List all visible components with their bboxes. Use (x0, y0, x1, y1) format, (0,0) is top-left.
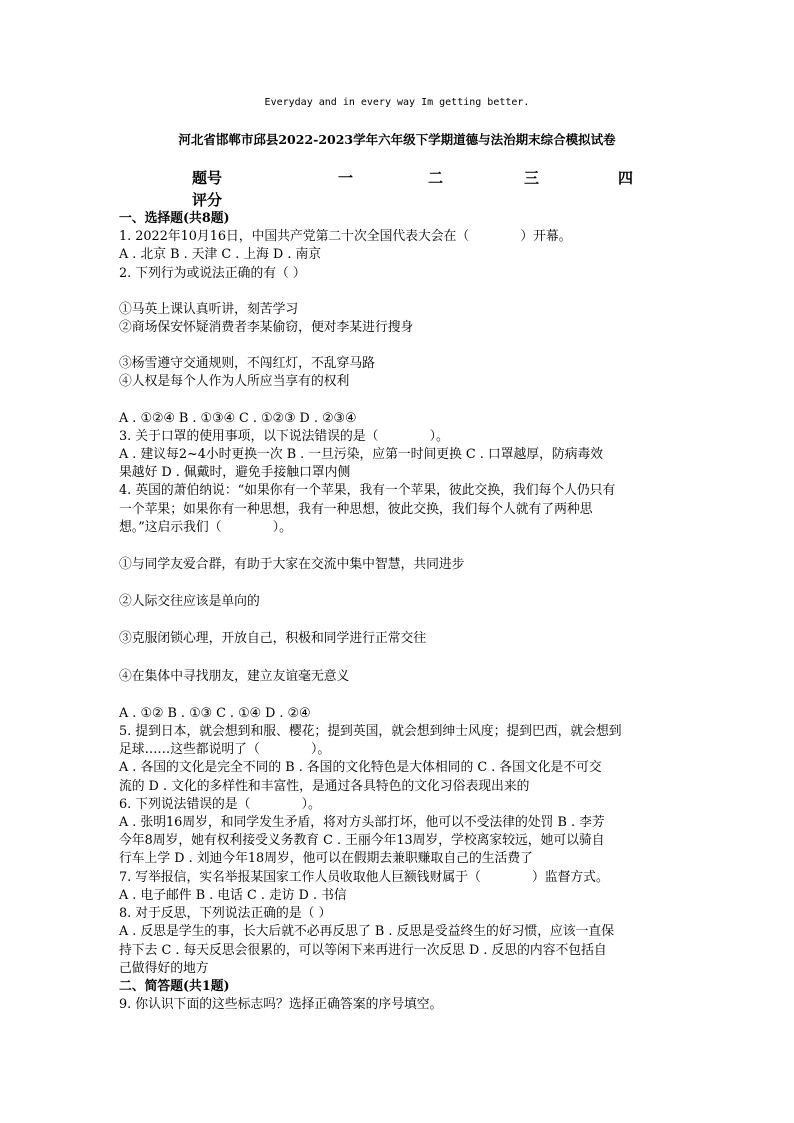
question-4-item: ④在集体中寻找朋友，建立友谊毫无意义 (119, 668, 350, 684)
score-table (192, 167, 642, 211)
score-row-label: 评分 (192, 191, 223, 209)
question-5-options: A . 各国的文化是完全不同的 B . 各国的文化特色是大体相同的 C . 各国文化是不可交 (119, 760, 602, 776)
question-5-options: 流的 D . 文化的多样性和丰富性，是通过各具特色的文化习俗表现出来的 (119, 778, 530, 794)
question-9-stem: 9. 你认识下面的这些标志吗？选择正确答案的序号填空。 (119, 997, 443, 1013)
question-8-options: 己做得好的地方 (119, 960, 209, 976)
question-2-item: ③杨雪遵守交通规则，不闯红灯，不乱穿马路 (119, 356, 375, 372)
question-8-stem: 8. 对于反思，下列说法正确的是（ ） (119, 906, 332, 922)
question-2-item: ①马英上课认真听讲，刻苦学习 (119, 301, 299, 317)
motto-header: Everyday and in every way Im getting better. (264, 97, 530, 108)
question-4-stem: 想。”这启示我们（ ）。 (119, 519, 292, 535)
question-4-item: ②人际交往应该是单向的 (119, 594, 260, 610)
score-col-label: 题号 (192, 169, 223, 187)
section-heading-choice: 一、选择题(共8题) (119, 211, 230, 226)
section-heading-short-answer: 二、简答题(共1题) (119, 978, 230, 994)
question-6-options: A . 张明16周岁，和同学发生矛盾，将对方头部打坏，他可以不受法律的处罚 B . 李芳 (119, 815, 605, 831)
question-4-stem: 一个苹果；如果你有一种思想，我有一种思想，彼此交换，我们每个人就有了两种思 (119, 501, 593, 517)
question-8-options: A . 反思是学生的事，长大后就不必再反思了 B . 反思是受益终生的好习惯，应该一直保 (119, 924, 615, 940)
question-3-stem: 3. 关于口罩的使用事项，以下说法错误的是（ ）。 (119, 428, 449, 444)
score-col-2: 二 (428, 169, 444, 187)
score-col-3: 三 (524, 169, 540, 187)
question-7-options: A . 电子邮件 B . 电话 C . 走访 D . 书信 (119, 887, 347, 903)
question-4-stem: 4. 英国的萧伯纳说：“如果你有一个苹果，我有一个苹果，彼此交换，我们每个人仍只有 (119, 483, 616, 499)
score-table-header-row (192, 167, 642, 189)
question-4-options: A . ①② B . ①③ C . ①④ D . ②④ (119, 705, 311, 721)
question-5-stem: 5. 提到日本，就会想到和服、樱花；提到英国，就会想到绅士风度；提到巴西，就会想到 (119, 724, 622, 740)
question-2-item: ④人权是每个人作为人所应当享有的权利 (119, 374, 350, 390)
question-8-options: 持下去 C . 每天反思会很累的，可以等闲下来再进行一次反思 D . 反思的内容不包括自 (119, 942, 607, 958)
question-1-options: A . 北京 B . 天津 C . 上海 D . 南京 (119, 247, 322, 263)
score-table-score-row (192, 189, 642, 211)
question-6-stem: 6. 下列说法错误的是（ ）。 (119, 796, 321, 812)
score-col-4: 四 (618, 169, 634, 187)
question-3-options: 果越好 D . 佩戴时，避免手接触口罩内侧 (119, 465, 351, 481)
question-2-item: ②商场保安怀疑消费者李某偷窃，便对李某进行搜身 (119, 320, 414, 336)
question-6-options: 今年8周岁，她有权利接受义务教育 C . 王丽今年13周岁，学校离家较远，她可以骑自 (119, 833, 605, 849)
question-6-options: 行车上学 D . 刘迪今年18周岁，他可以在假期去兼职赚取自己的生活费了 (119, 851, 533, 867)
question-4-item: ③克服闭锁心理，开放自己，积极和同学进行正常交往 (119, 631, 427, 647)
score-col-1: 一 (338, 169, 354, 187)
question-5-stem: 足球……这些都说明了（ ）。 (119, 742, 331, 758)
question-7-stem: 7. 写举报信，实名举报某国家工作人员收取他人巨额钱财属于（ ）监督方式。 (119, 869, 609, 885)
exam-body (119, 210, 679, 1014)
question-2-stem: 2. 下列行为或说法正确的有（ ） (119, 265, 306, 281)
exam-title: 河北省邯郸市邱县2022-2023学年六年级下学期道德与法治期末综合模拟试卷 (178, 132, 616, 147)
question-1-stem: 1. 2022年10月16日，中国共产党第二十次全国代表大会在（ ）开幕。 (119, 229, 572, 245)
question-4-item: ①与同学友爱合群，有助于大家在交流中集中智慧，共同进步 (119, 557, 465, 573)
question-3-options: A . 建议每2~4小时更换一次 B . 一旦污染，应第一时间更换 C . 口罩越厚，防病毒效 (119, 447, 604, 463)
question-2-options: A . ①②④ B . ①③④ C . ①②③ D . ②③④ (119, 410, 357, 426)
